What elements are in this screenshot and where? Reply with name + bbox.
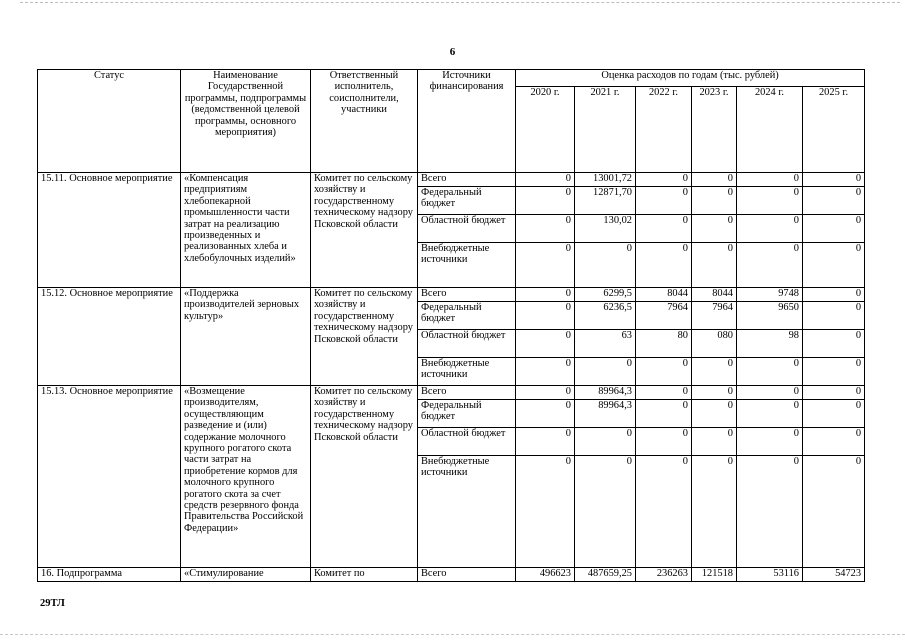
scan-artifact-bottom (0, 634, 905, 635)
value-cell: 0 (803, 187, 865, 215)
row-responsible: Комитет по сельскому хозяйству и государственному техническому надзору Псковской области (311, 173, 418, 288)
value-cell: 98 (737, 330, 803, 358)
value-cell: 0 (692, 358, 737, 386)
value-cell: 12871,70 (575, 187, 636, 215)
row-source: Областной бюджет (418, 428, 516, 456)
header-year: 2023 г. (692, 87, 737, 173)
value-cell: 0 (803, 288, 865, 302)
value-cell: 0 (737, 187, 803, 215)
row-name: «Стимулирование (181, 568, 311, 582)
budget-table (37, 69, 865, 582)
value-cell: 0 (803, 358, 865, 386)
header-year: 2024 г. (737, 87, 803, 173)
value-cell: 0 (516, 302, 575, 330)
value-cell: 0 (575, 428, 636, 456)
value-cell: 6236,5 (575, 302, 636, 330)
header-responsible: Ответственный исполнитель, соисполнители, участники (311, 70, 418, 173)
value-cell: 7964 (636, 302, 692, 330)
value-cell: 0 (737, 358, 803, 386)
header-estimate: Оценка расходов по годам (тыс. рублей) (516, 70, 865, 87)
row-responsible: Комитет по сельскому хозяйству и государственному техническому надзору Псковской области (311, 386, 418, 568)
row-source: Всего (418, 386, 516, 400)
value-cell: 0 (636, 215, 692, 243)
value-cell: 0 (737, 400, 803, 428)
value-cell: 0 (803, 243, 865, 288)
value-cell: 0 (575, 456, 636, 568)
value-cell: 0 (803, 302, 865, 330)
value-cell: 0 (636, 400, 692, 428)
row-source: Областной бюджет (418, 215, 516, 243)
value-cell: 0 (737, 215, 803, 243)
header-year: 2022 г. (636, 87, 692, 173)
header-status: Статус (38, 70, 181, 173)
row-name: «Компенсация предприятиям хлебопекарной промышленности части затрат на реализацию произведенных и реализованных хлеба и хлебобулочных изделий» (181, 173, 311, 288)
value-cell: 7964 (692, 302, 737, 330)
value-cell: 0 (516, 215, 575, 243)
row-source: Всего (418, 568, 516, 582)
value-cell: 0 (803, 456, 865, 568)
value-cell: 0 (636, 173, 692, 187)
value-cell: 0 (737, 243, 803, 288)
row-source: Областной бюджет (418, 330, 516, 358)
value-cell: 8044 (692, 288, 737, 302)
table-row (38, 386, 865, 400)
scan-artifact-top (20, 2, 900, 3)
value-cell: 0 (636, 187, 692, 215)
value-cell: 9650 (737, 302, 803, 330)
value-cell: 0 (692, 187, 737, 215)
value-cell: 0 (516, 288, 575, 302)
row-source: Внебюджетные источники (418, 243, 516, 288)
row-source: Всего (418, 288, 516, 302)
row-source: Внебюджетные источники (418, 358, 516, 386)
value-cell: 0 (636, 428, 692, 456)
value-cell: 13001,72 (575, 173, 636, 187)
table-row (38, 568, 865, 582)
row-status: 15.11. Основное мероприятие (38, 173, 181, 288)
value-cell: 89964,3 (575, 400, 636, 428)
row-source: Внебюджетные источники (418, 456, 516, 568)
header-sources: Источники финансирования (418, 70, 516, 173)
value-cell: 0 (692, 386, 737, 400)
header-name: Наименование Государственной программы, подпрограммы (ведомственной целевой программы, основного мероприятия) (181, 70, 311, 173)
footer-code: 29ТЛ (40, 598, 65, 609)
value-cell: 0 (516, 330, 575, 358)
value-cell: 0 (516, 428, 575, 456)
value-cell: 0 (803, 400, 865, 428)
value-cell: 0 (692, 456, 737, 568)
value-cell: 0 (636, 456, 692, 568)
row-source: Федеральный бюджет (418, 400, 516, 428)
value-cell: 0 (737, 173, 803, 187)
table-row (38, 288, 865, 302)
value-cell: 0 (516, 400, 575, 428)
value-cell: 0 (516, 386, 575, 400)
header-year: 2025 г. (803, 87, 865, 173)
value-cell: 0 (737, 456, 803, 568)
table-row (38, 173, 865, 187)
value-cell: 8044 (636, 288, 692, 302)
row-status: 16. Подпрограмма (38, 568, 181, 582)
value-cell: 0 (692, 173, 737, 187)
value-cell: 0 (803, 215, 865, 243)
value-cell: 0 (692, 400, 737, 428)
row-name: «Возмещение производителям, осуществляющим разведение и (или) содержание молочного крупного рогатого скота части затрат на приобретение кормов для молочного крупного рогатого скота за счет средств резервного фонда Правительства Российской Федерации» (181, 386, 311, 568)
value-cell: 9748 (737, 288, 803, 302)
value-cell: 0 (737, 386, 803, 400)
value-cell: 0 (636, 386, 692, 400)
value-cell: 487659,25 (575, 568, 636, 582)
value-cell: 53116 (737, 568, 803, 582)
value-cell: 236263 (636, 568, 692, 582)
value-cell: 0 (516, 358, 575, 386)
value-cell: 80 (636, 330, 692, 358)
value-cell: 0 (575, 243, 636, 288)
value-cell: 0 (737, 428, 803, 456)
value-cell: 6299,5 (575, 288, 636, 302)
row-name: «Поддержка производителей зерновых культур» (181, 288, 311, 386)
value-cell: 0 (516, 187, 575, 215)
value-cell: 0 (803, 173, 865, 187)
value-cell: 121518 (692, 568, 737, 582)
value-cell: 89964,3 (575, 386, 636, 400)
value-cell: 0 (692, 215, 737, 243)
value-cell: 080 (692, 330, 737, 358)
value-cell: 0 (692, 243, 737, 288)
value-cell: 0 (803, 330, 865, 358)
header-year: 2021 г. (575, 87, 636, 173)
value-cell: 0 (575, 358, 636, 386)
row-source: Всего (418, 173, 516, 187)
header-year: 2020 г. (516, 87, 575, 173)
value-cell: 0 (636, 358, 692, 386)
row-source: Федеральный бюджет (418, 187, 516, 215)
value-cell: 0 (516, 173, 575, 187)
value-cell: 496623 (516, 568, 575, 582)
value-cell: 54723 (803, 568, 865, 582)
row-responsible: Комитет по сельскому хозяйству и государственному техническому надзору Псковской области (311, 288, 418, 386)
value-cell: 0 (692, 428, 737, 456)
row-responsible: Комитет по (311, 568, 418, 582)
row-status: 15.12. Основное мероприятие (38, 288, 181, 386)
row-status: 15.13. Основное мероприятие (38, 386, 181, 568)
row-source: Федеральный бюджет (418, 302, 516, 330)
header-row (38, 70, 865, 87)
page-number: 6 (449, 46, 456, 58)
value-cell: 0 (516, 243, 575, 288)
value-cell: 63 (575, 330, 636, 358)
value-cell: 0 (516, 456, 575, 568)
value-cell: 0 (636, 243, 692, 288)
value-cell: 130,02 (575, 215, 636, 243)
value-cell: 0 (803, 386, 865, 400)
value-cell: 0 (803, 428, 865, 456)
